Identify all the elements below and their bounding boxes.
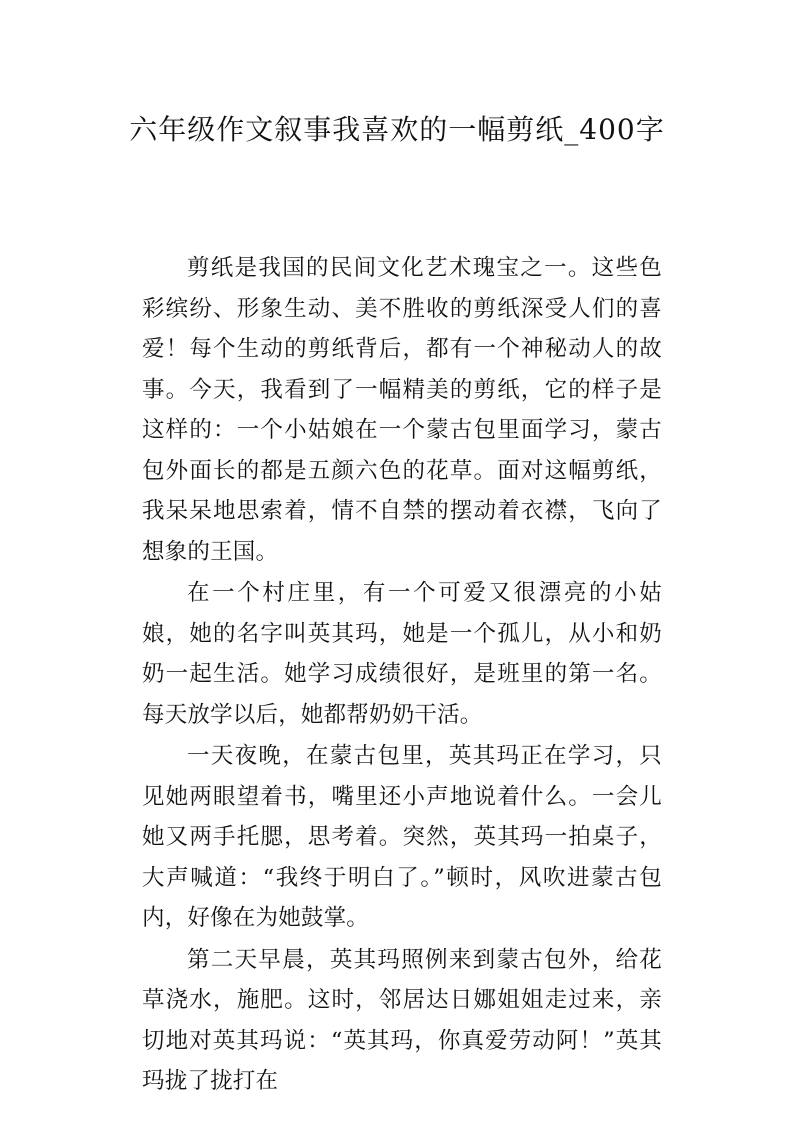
paragraph: 剪纸是我国的民间文化艺术瑰宝之一。这些色彩缤纷、形象生动、美不胜收的剪纸深受人们的喜爱！每个生动的剪纸背后，都有一个神秘动人的故事。今天，我看到了一幅精美的剪纸，它的样子是这样的：一个小姑娘在一个蒙古包里面学习，蒙古包外面长的都是五颜六色的花草。面对这幅剪纸，我呆呆地思索着，情不自禁的摆动着衣襟，飞向了想象的王国。 bbox=[142, 255, 662, 565]
paragraph: 一天夜晚，在蒙古包里，英其玛正在学习，只见她两眼望着书，嘴里还小声地说着什么。一会儿她又两手托腮，思考着。突然，英其玛一拍桌子，大声喊道：“我终于明白了。”顿时，风吹进蒙古包内，好像在为她鼓掌。 bbox=[142, 743, 662, 931]
document-body bbox=[142, 248, 662, 1103]
paragraph: 第二天早晨，英其玛照例来到蒙古包外，给花草浇水，施肥。这时，邻居达日娜姐姐走过来，亲切地对英其玛说：“英其玛，你真爱劳动阿！”英其玛拢了拢打在 bbox=[142, 946, 662, 1094]
paragraph: 在一个村庄里，有一个可爱又很漂亮的小姑娘，她的名字叫英其玛，她是一个孤儿，从小和奶奶一起生活。她学习成绩很好，是班里的第一名。每天放学以后，她都帮奶奶干活。 bbox=[142, 580, 662, 728]
document-title: 六年级作文叙事我喜欢的一幅剪纸_400字 bbox=[129, 113, 665, 146]
